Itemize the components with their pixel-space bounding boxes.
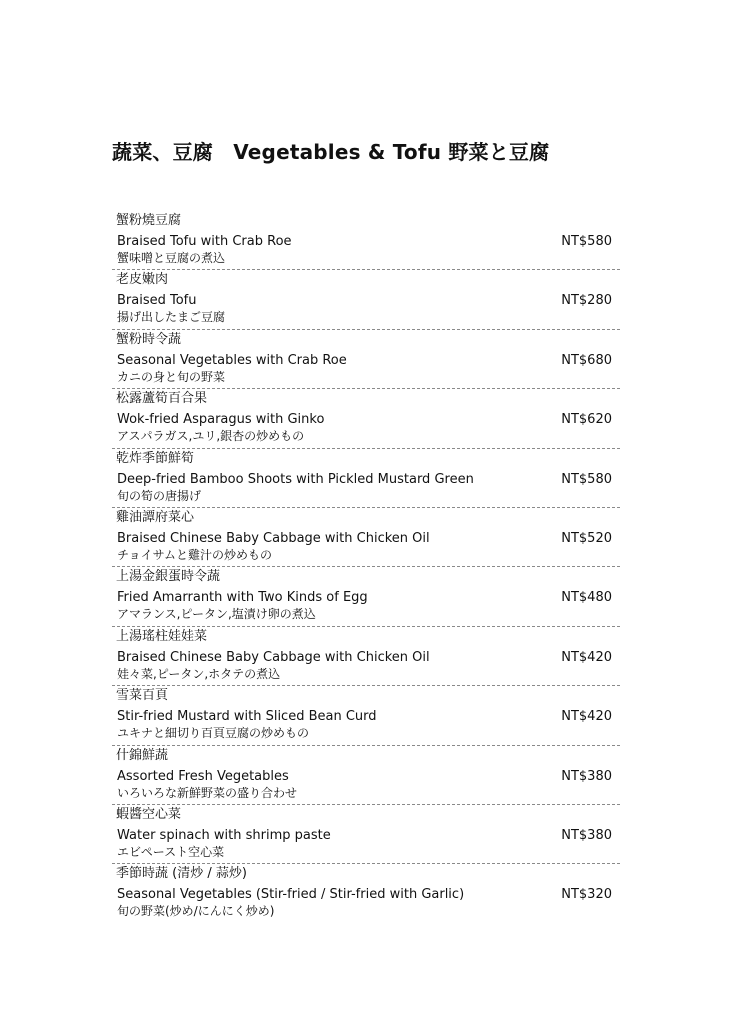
- menu-item: [112, 805, 620, 864]
- item-english-name: Stir-fried Mustard with Sliced Bean Curd: [117, 709, 377, 725]
- item-japanese-name: アスパラガス,ユリ,銀杏の炒めもの: [117, 429, 305, 444]
- item-price: NT$420: [561, 649, 612, 665]
- item-price: NT$380: [561, 768, 612, 784]
- item-japanese-name: 旬の筍の唐揚げ: [117, 488, 202, 503]
- item-price: NT$280: [561, 293, 612, 309]
- menu-item: [112, 746, 620, 805]
- item-japanese-name: 蟹味噌と豆腐の煮込: [117, 251, 226, 265]
- menu-item: [112, 330, 620, 389]
- menu-item: [112, 270, 620, 329]
- item-chinese-name: 松露蘆筍百合果: [116, 391, 208, 407]
- item-price: NT$380: [561, 827, 612, 843]
- item-japanese-name: 旬の野菜(炒め/にんにく炒め): [117, 904, 275, 919]
- item-japanese-name: エビペースト空心菜: [117, 844, 225, 859]
- item-price: NT$680: [561, 352, 612, 368]
- item-chinese-name: 上湯金銀蛋時令蔬: [116, 569, 221, 585]
- menu-item: [112, 567, 620, 626]
- item-chinese-name: 雪菜百頁: [116, 688, 169, 704]
- menu-list: [112, 211, 620, 924]
- item-english-name: Braised Tofu with Crab Roe: [117, 234, 292, 249]
- menu-item: [112, 449, 620, 508]
- menu-item: [112, 627, 620, 686]
- item-chinese-name: 上湯瑤柱娃娃菜: [116, 628, 208, 644]
- item-chinese-name: 蟹粉時令蔬: [116, 331, 182, 347]
- menu-item: [112, 508, 620, 567]
- item-price: NT$320: [561, 887, 612, 903]
- menu-item: [112, 211, 620, 270]
- item-price: NT$480: [561, 590, 612, 606]
- item-chinese-name: 季節時蔬 (清炒 / 蒜炒): [116, 866, 247, 882]
- item-japanese-name: カニの身と旬の野菜: [117, 369, 226, 384]
- item-japanese-name: いろいろな新鮮野菜の盛り合わせ: [117, 785, 298, 800]
- menu-item: [112, 686, 620, 745]
- item-price: NT$620: [561, 412, 612, 428]
- menu-item: [112, 389, 620, 448]
- item-english-name: Assorted Fresh Vegetables: [117, 768, 289, 784]
- item-english-name: Braised Tofu: [117, 293, 197, 309]
- item-chinese-name: 什錦鮮蔬: [116, 747, 169, 763]
- item-japanese-name: 揚げ出したまご豆腐: [117, 310, 226, 325]
- item-english-name: Braised Chinese Baby Cabbage with Chicken Oil: [117, 530, 430, 546]
- menu-item: [112, 864, 620, 923]
- item-price: NT$580: [561, 471, 612, 487]
- page-title: 蔬菜、豆腐 Vegetables & Tofu 野菜と豆腐: [112, 140, 550, 164]
- item-price: NT$580: [561, 234, 612, 249]
- item-price: NT$420: [561, 709, 612, 725]
- item-english-name: Deep-fried Bamboo Shoots with Pickled Mustard Green: [117, 471, 474, 487]
- item-chinese-name: 雞油譚府菜心: [116, 509, 195, 525]
- item-english-name: Fried Amarranth with Two Kinds of Egg: [117, 590, 368, 606]
- item-english-name: Wok-fried Asparagus with Ginko: [117, 412, 325, 428]
- item-chinese-name: 乾炸季節鮮筍: [116, 450, 195, 466]
- item-english-name: Seasonal Vegetables (Stir-fried / Stir-fried with Garlic): [117, 887, 465, 903]
- item-english-name: Water spinach with shrimp paste: [117, 827, 331, 843]
- item-chinese-name: 老皮嫩肉: [116, 272, 169, 288]
- item-english-name: Braised Chinese Baby Cabbage with Chicken Oil: [117, 649, 430, 665]
- item-japanese-name: アマランス,ピータン,塩漬け卵の煮込: [117, 607, 316, 622]
- item-chinese-name: 蝦醬空心菜: [116, 806, 182, 822]
- item-japanese-name: 娃々菜,ピータン,ホタテの煮込: [117, 666, 281, 681]
- item-english-name: Seasonal Vegetables with Crab Roe: [117, 352, 347, 368]
- item-japanese-name: チョイサムと雞汁の炒めもの: [117, 547, 273, 562]
- item-chinese-name: 蟹粉燒豆腐: [116, 213, 182, 228]
- item-price: NT$520: [561, 530, 612, 546]
- item-japanese-name: ユキナと細切り百頁豆腐の炒めもの: [117, 726, 310, 741]
